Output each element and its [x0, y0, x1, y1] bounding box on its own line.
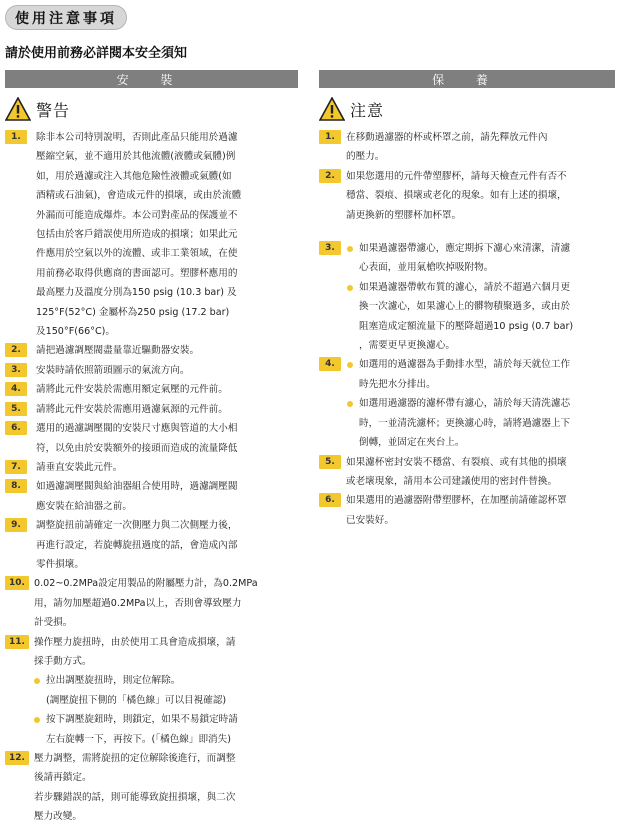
maintain-column	[319, 96, 615, 530]
list-item	[319, 128, 615, 167]
list-item	[5, 419, 298, 458]
install-column	[5, 96, 298, 827]
item-number: 4.	[5, 382, 27, 396]
list-item	[5, 380, 298, 399]
bullet-text: 如果過濾器帶軟布質的濾心，請於不超過六個月更 換一次濾心，如果濾心上的髒物積聚過多，或由於 阻塞造成定額流量下的壓降超過10 psig (0.7 bar) ，需要更早更換濾心。	[359, 281, 574, 352]
item-text: 0.02~0.2MPa設定用製品的附屬壓力計，為0.2MPa 用，請勿加壓超過0.2MPa以上，否則會導致壓力 計受損。	[34, 578, 258, 629]
bullet-text: 如選用的過濾器為手動排水型，請於每天就位工作 時先把水分排出。	[359, 359, 571, 390]
item-11-subpoints	[34, 671, 298, 749]
item-number: 3.	[5, 363, 27, 377]
list-bullet	[347, 278, 615, 356]
section-bar-maintain: 保 養	[319, 70, 615, 88]
bullet-text: 按下調壓旋鈕時，則鎖定，如果不易鎖定時請	[46, 714, 238, 726]
bullet-dot-icon	[34, 678, 40, 684]
caution-heading-label: 注意	[350, 100, 385, 120]
list-bullet	[34, 671, 298, 690]
item-text: 如果您選用的元件帶塑膠杯，請每天檢查元件有否不 穩當、裂痕、損壞或老化的現象。如有上述的損壞， 請更換新的塑膠杯加杯罩。	[346, 170, 567, 221]
item-number: 6.	[5, 421, 27, 435]
item-number: 3.	[319, 241, 341, 255]
item-number: 1.	[5, 130, 27, 144]
list-item	[5, 574, 298, 632]
page-title: 使用注意事項	[5, 5, 127, 30]
item-number: 4.	[319, 357, 341, 371]
list-item	[319, 491, 615, 530]
item-text: 如果濾杯密封安裝不穩當、有裂痕、或有其他的損壞 或老壞現象，請用本公司建議使用的密封件替換。	[346, 456, 567, 487]
section-bar-install: 安 裝	[5, 70, 298, 88]
item-text: 請把過濾調壓閥盡量靠近驅動器安裝。	[36, 345, 200, 357]
list-bullet	[347, 355, 615, 394]
bullet-note: (調壓旋扭下側的「橘色線」可以目視確認)	[46, 694, 227, 706]
item-text: 選用的過濾調壓閥的安裝尺寸應與管道的大小相 符，以免由於安裝額外的接頭而造成的流量降低	[36, 423, 238, 454]
list-item	[319, 453, 615, 492]
item-text: 請將此元件安裝於需應用額定氣壓的元件前。	[36, 384, 228, 396]
item-number: 6.	[319, 493, 341, 507]
item-text: 除非本公司特別說明，否則此產品只能用於過濾 壓縮空氣，並不適用於其他流體(液體或氣體)例 如，用於過濾或注入其他危險性液體或氣體(如 酒精或石油氣)，會造成元件的損壞，或由於流體 外漏而可能造成爆炸。本公司對產品的保護並不 包括由於客戶錯誤使用所造成的損壞；如果此元 件應用於空氣以外的流體、或非工業領域，在使 用前務必取得供應商的書面認可。塑膠杯應用的 最高壓力及溫度分別為150 psig (10.3 bar) 及 125°F(52°C) 金屬杯為250 psig (17.2 bar) 及150°F(66°C)。	[36, 132, 242, 338]
item-number: 2.	[319, 169, 341, 183]
item-text: 安裝時請依照箭頭圖示的氣流方向。	[36, 364, 190, 376]
list-item	[5, 400, 298, 419]
bullet-note: 左右旋轉一下，再按下。(「橘色線」即消失)	[46, 733, 231, 745]
list-item	[5, 361, 298, 380]
bullet-dot-icon	[347, 285, 353, 291]
item-number: 5.	[319, 455, 341, 469]
item-text: 如過濾調壓閥與給油器組合使用時，過濾調壓閥 應安裝在給油器之前。	[36, 481, 238, 512]
item-number: 1.	[319, 130, 341, 144]
list-item	[5, 749, 298, 827]
item-text: 如果選用的過濾器附帶塑膠杯，在加壓前請確認杯罩 已安裝好。	[346, 495, 567, 526]
item-number: 5.	[5, 402, 27, 416]
list-item	[5, 516, 298, 574]
item-text: 壓力調整，需將旋扭的定位解除後進行，而調整 後請再鎖定。 若步驟錯誤的話，則可能導致旋扭損壞，與二次 壓力改變。	[34, 753, 236, 823]
bullet-dot-icon	[34, 717, 40, 723]
list-bullet	[34, 710, 298, 729]
list-bullet	[347, 394, 615, 452]
bullet-text: 如選用過濾器的濾杯帶有濾心，請於每天清洗濾芯 時，一並清洗濾杯；更換濾心時，請將過濾器上下 倒轉，並固定在夾台上。	[359, 398, 571, 449]
caution-heading	[319, 96, 615, 122]
list-item	[5, 633, 298, 672]
list-item	[5, 477, 298, 516]
item-number: 11.	[5, 635, 29, 649]
item-text: 調整旋扭前請確定一次側壓力與二次側壓力後， 再進行設定，若旋轉旋扭過度的話，會造成內部 零件損壞。	[36, 520, 238, 570]
bullet-text: 拉出調壓旋扭時，則定位解除。	[46, 675, 181, 687]
item-text: 操作壓力旋扭時，由於使用工具會造成損壞，請 採手動方式。	[34, 636, 236, 667]
item-number: 7.	[5, 460, 27, 474]
list-item	[5, 458, 298, 477]
bullet-dot-icon	[347, 401, 353, 407]
list-item	[319, 167, 615, 225]
item-number: 2.	[5, 343, 27, 357]
item-text: 請垂直安裝此元件。	[36, 461, 123, 473]
item-number: 12.	[5, 751, 29, 765]
list-item	[319, 355, 615, 452]
bullet-dot-icon	[347, 246, 353, 252]
list-item	[5, 128, 298, 341]
item-text: 在移動過濾器的杯或杯罩之前，請先釋放元件內 的壓力。	[346, 132, 548, 163]
list-item	[319, 239, 615, 355]
bullet-text: 如果過濾器帶濾心，應定期拆下濾心來清潔，清濾 心表面，並用氣槍吹掉吸附物。	[359, 243, 571, 274]
warning-triangle-icon	[5, 97, 31, 121]
item-number: 9.	[5, 518, 27, 532]
bullet-dot-icon	[347, 362, 353, 368]
item-number: 10.	[5, 576, 29, 590]
page-subtitle: 請於使用前務必詳閱本安全須知	[5, 46, 188, 61]
warning-triangle-icon	[319, 97, 345, 121]
list-item	[5, 341, 298, 360]
item-number: 8.	[5, 479, 27, 493]
warning-heading	[5, 96, 298, 122]
list-bullet	[347, 239, 615, 278]
item-text: 請將此元件安裝於需應用過濾氣源的元件前。	[36, 403, 228, 415]
warning-heading-label: 警告	[36, 100, 71, 120]
